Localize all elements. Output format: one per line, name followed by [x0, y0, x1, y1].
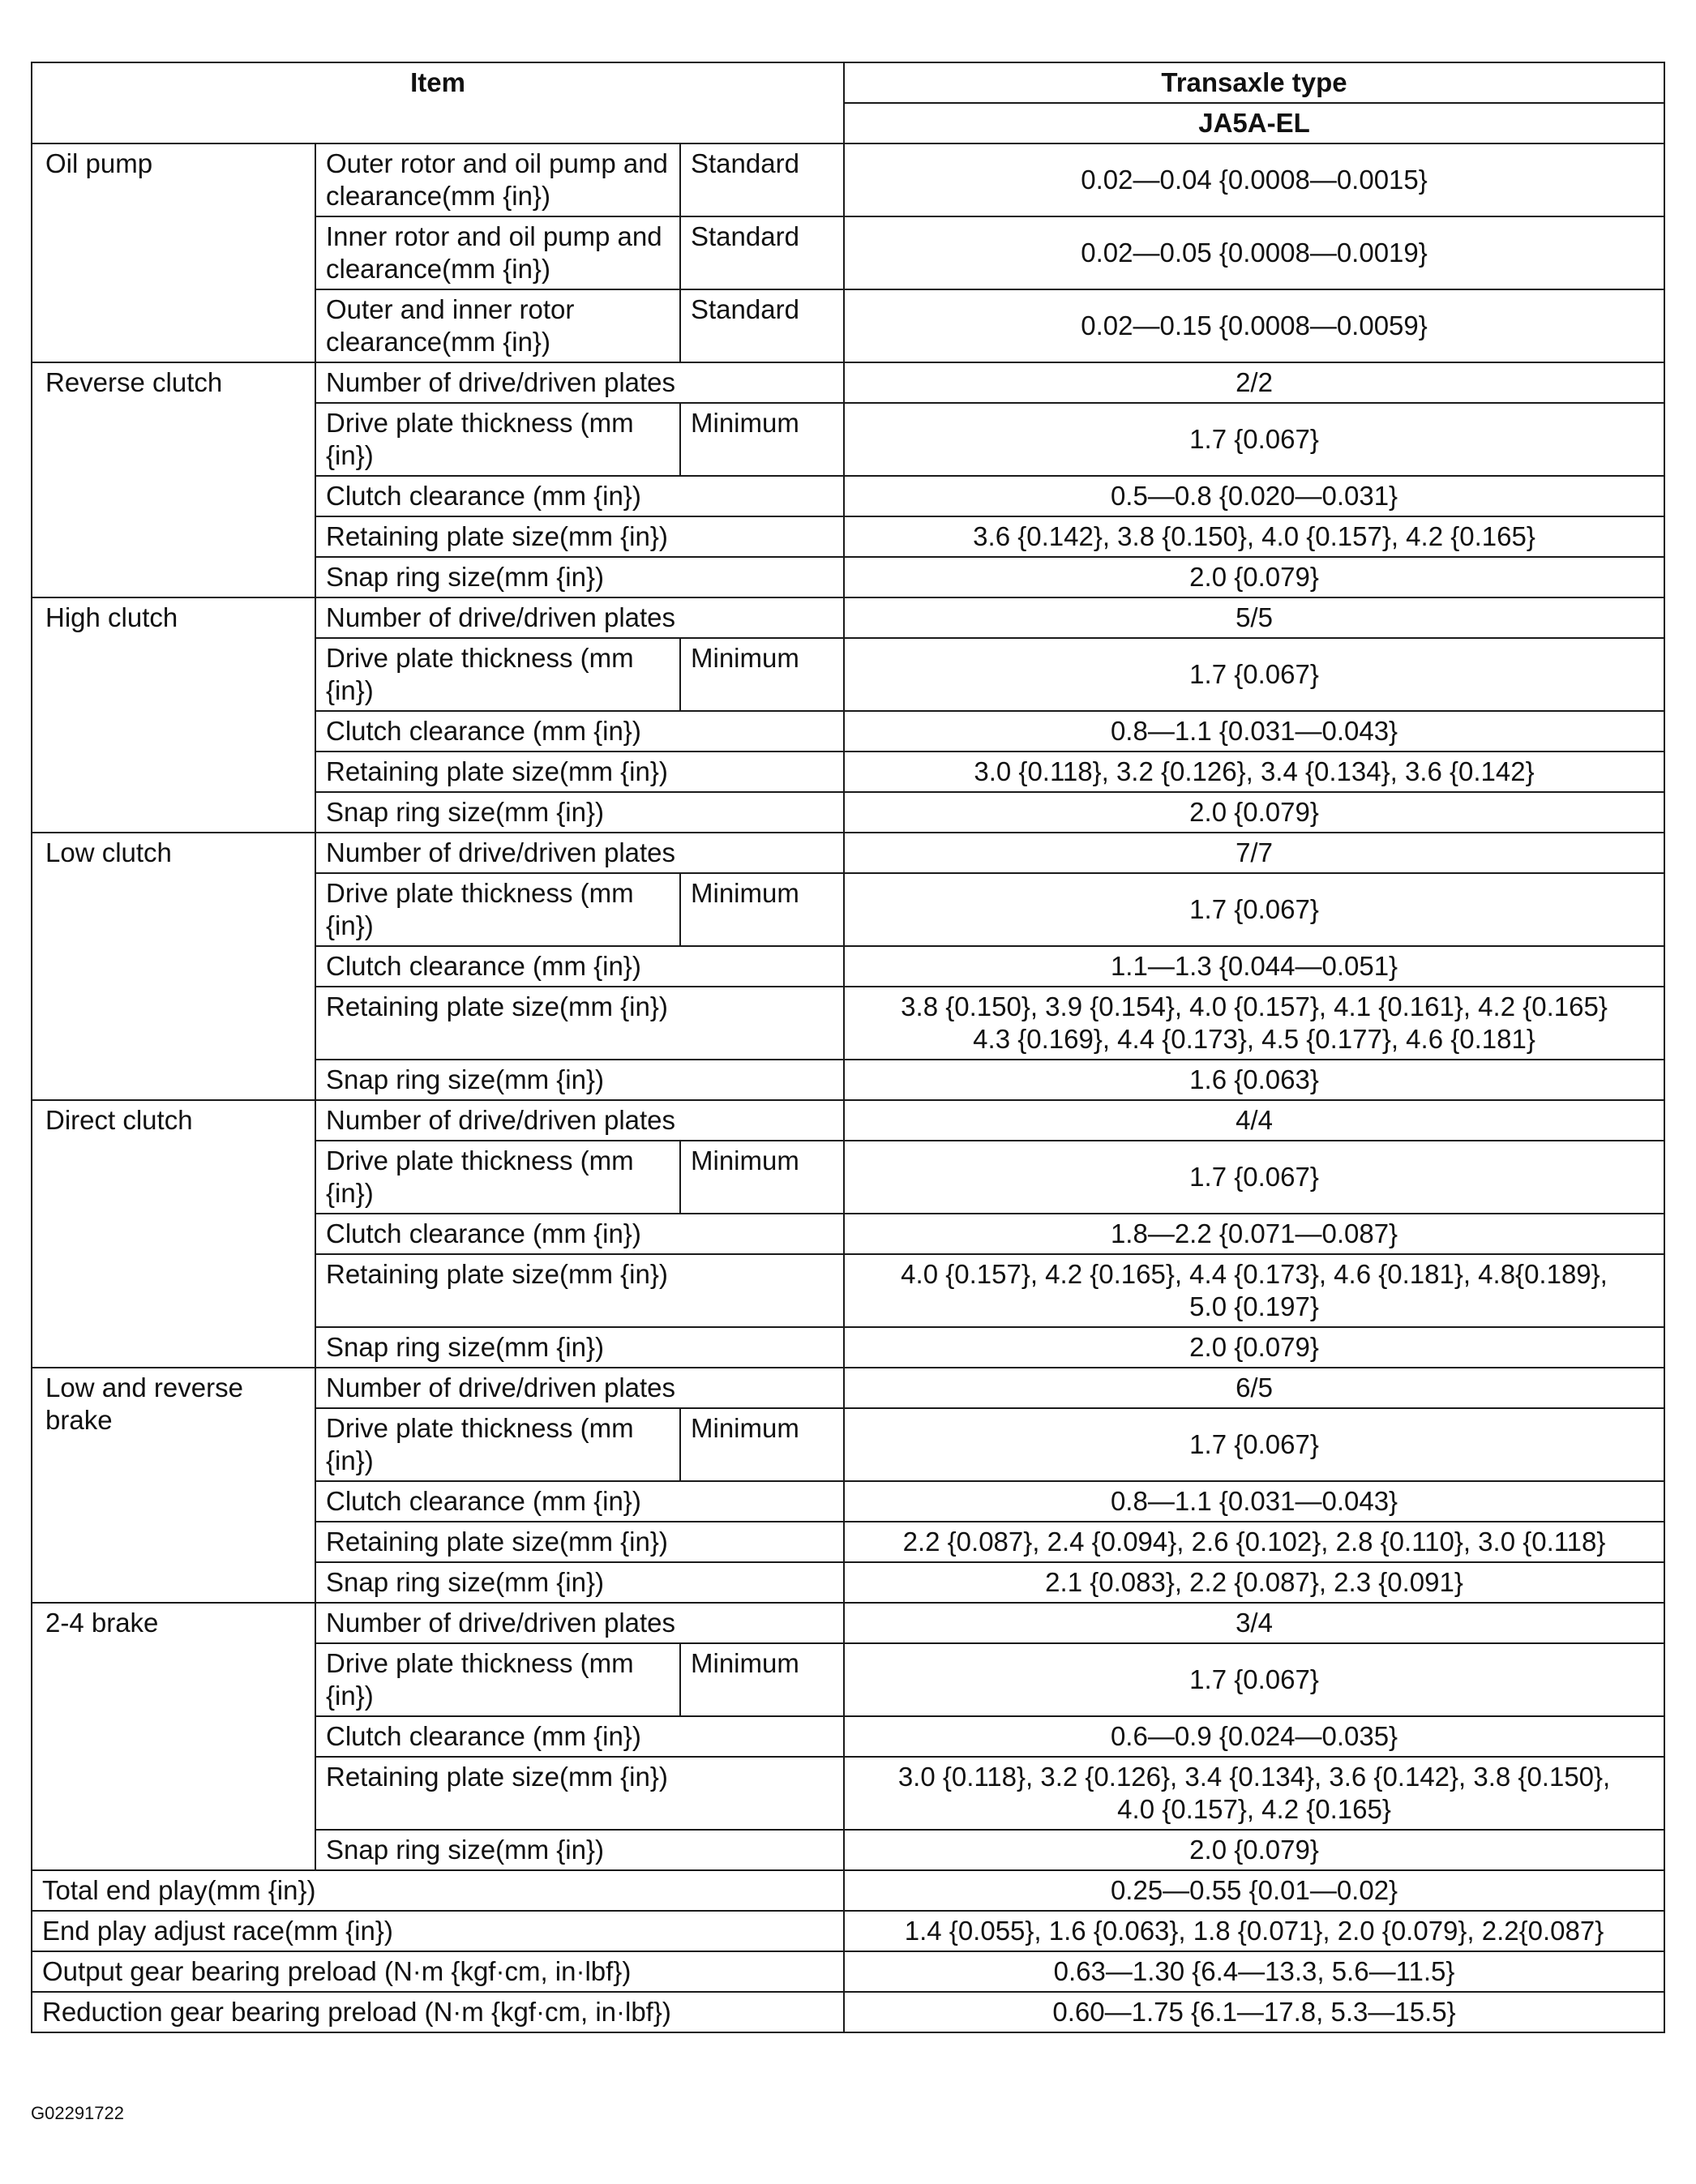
row-label: Drive plate thickness (mm {in}): [315, 873, 680, 946]
value-cell: 0.8—1.1 {0.031—0.043}: [844, 711, 1664, 752]
value-cell: 1.4 {0.055}, 1.6 {0.063}, 1.8 {0.071}, 2.0 {0.079}, 2.2{0.087}: [844, 1911, 1664, 1951]
table-row: [32, 362, 1664, 403]
row-label: Number of drive/driven plates: [315, 1100, 844, 1141]
spec-type: Minimum: [680, 873, 844, 946]
row-label: Drive plate thickness (mm {in}): [315, 638, 680, 711]
value-cell: 6/5: [844, 1368, 1664, 1408]
row-label: Number of drive/driven plates: [315, 362, 844, 403]
spec-type: Standard: [680, 143, 844, 216]
value-cell: 3.8 {0.150}, 3.9 {0.154}, 4.0 {0.157}, 4.1 {0.161}, 4.2 {0.165} 4.3 {0.169}, 4.4 {0.173}, 4.5 {0.177}, 4.6 {0.181}: [844, 987, 1664, 1060]
row-label: Snap ring size(mm {in}): [315, 557, 844, 597]
figure-code: G02291722: [31, 2103, 124, 2123]
value-cell: 1.6 {0.063}: [844, 1060, 1664, 1100]
value-cell: 3.6 {0.142}, 3.8 {0.150}, 4.0 {0.157}, 4.2 {0.165}: [844, 516, 1664, 557]
group-name: Low clutch: [32, 833, 315, 1100]
value-cell: 2.0 {0.079}: [844, 557, 1664, 597]
row-label: Clutch clearance (mm {in}): [315, 1481, 844, 1522]
row-label: Retaining plate size(mm {in}): [315, 1757, 844, 1830]
row-label: Snap ring size(mm {in}): [315, 1830, 844, 1870]
row-label: Reduction gear bearing preload (N·m {kgf·cm, in·lbf}): [32, 1992, 844, 2032]
row-label: Clutch clearance (mm {in}): [315, 476, 844, 516]
value-cell: 3/4: [844, 1603, 1664, 1643]
row-label: Clutch clearance (mm {in}): [315, 946, 844, 987]
row-label: Retaining plate size(mm {in}): [315, 752, 844, 792]
row-label: Snap ring size(mm {in}): [315, 1327, 844, 1368]
row-label: Retaining plate size(mm {in}): [315, 1522, 844, 1562]
row-label: Drive plate thickness (mm {in}): [315, 1141, 680, 1214]
table-row: [32, 597, 1664, 638]
group-name: Direct clutch: [32, 1100, 315, 1368]
value-cell: 3.0 {0.118}, 3.2 {0.126}, 3.4 {0.134}, 3.6 {0.142}, 3.8 {0.150}, 4.0 {0.157}, 4.2 {0.165}: [844, 1757, 1664, 1830]
group-name: 2-4 brake: [32, 1603, 315, 1870]
group-name: Oil pump: [32, 143, 315, 362]
value-cell: 3.0 {0.118}, 3.2 {0.126}, 3.4 {0.134}, 3.6 {0.142}: [844, 752, 1664, 792]
value-cell: 7/7: [844, 833, 1664, 873]
value-cell: 4/4: [844, 1100, 1664, 1141]
row-label: End play adjust race(mm {in}): [32, 1911, 844, 1951]
value-cell: 0.02—0.04 {0.0008—0.0015}: [844, 143, 1664, 216]
value-cell: 1.7 {0.067}: [844, 638, 1664, 711]
row-label: Number of drive/driven plates: [315, 833, 844, 873]
row-label: Inner rotor and oil pump and clearance(mm {in}): [315, 216, 680, 289]
value-cell: 1.7 {0.067}: [844, 873, 1664, 946]
table-row: [32, 833, 1664, 873]
value-cell: 4.0 {0.157}, 4.2 {0.165}, 4.4 {0.173}, 4.6 {0.181}, 4.8{0.189}, 5.0 {0.197}: [844, 1254, 1664, 1327]
value-cell: 1.8—2.2 {0.071—0.087}: [844, 1214, 1664, 1254]
table-row: [32, 1100, 1664, 1141]
row-label: Number of drive/driven plates: [315, 1368, 844, 1408]
table-row: [32, 143, 1664, 216]
value-cell: 2.0 {0.079}: [844, 1830, 1664, 1870]
row-label: Clutch clearance (mm {in}): [315, 1214, 844, 1254]
row-label: Clutch clearance (mm {in}): [315, 711, 844, 752]
table-row: [32, 1368, 1664, 1408]
value-cell: 1.1—1.3 {0.044—0.051}: [844, 946, 1664, 987]
row-label: Drive plate thickness (mm {in}): [315, 403, 680, 476]
spec-type: Standard: [680, 289, 844, 362]
value-cell: 1.7 {0.067}: [844, 1141, 1664, 1214]
item-header: Item: [32, 62, 844, 143]
value-cell: 0.5—0.8 {0.020—0.031}: [844, 476, 1664, 516]
spec-type: Standard: [680, 216, 844, 289]
row-label: Total end play(mm {in}): [32, 1870, 844, 1911]
table-row: [32, 1911, 1664, 1951]
value-cell: 2.2 {0.087}, 2.4 {0.094}, 2.6 {0.102}, 2.8 {0.110}, 3.0 {0.118}: [844, 1522, 1664, 1562]
value-cell: 0.63—1.30 {6.4—13.3, 5.6—11.5}: [844, 1951, 1664, 1992]
row-label: Outer and inner rotor clearance(mm {in}): [315, 289, 680, 362]
row-label: Output gear bearing preload (N·m {kgf·cm, in·lbf}): [32, 1951, 844, 1992]
table-row: [32, 1992, 1664, 2032]
value-cell: 2/2: [844, 362, 1664, 403]
value-cell: 1.7 {0.067}: [844, 403, 1664, 476]
table-row: [32, 1870, 1664, 1911]
spec-table: [31, 62, 1665, 2033]
value-cell: 2.1 {0.083}, 2.2 {0.087}, 2.3 {0.091}: [844, 1562, 1664, 1603]
group-name: Low and reverse brake: [32, 1368, 315, 1603]
row-label: Retaining plate size(mm {in}): [315, 1254, 844, 1327]
spec-type: Minimum: [680, 638, 844, 711]
row-label: Snap ring size(mm {in}): [315, 792, 844, 833]
value-cell: 1.7 {0.067}: [844, 1408, 1664, 1481]
model-header: JA5A-EL: [844, 103, 1664, 143]
table-row: [32, 1603, 1664, 1643]
row-label: Retaining plate size(mm {in}): [315, 987, 844, 1060]
row-label: Number of drive/driven plates: [315, 597, 844, 638]
spec-type: Minimum: [680, 1643, 844, 1716]
spec-type: Minimum: [680, 1408, 844, 1481]
group-name: Reverse clutch: [32, 362, 315, 597]
spec-type: Minimum: [680, 1141, 844, 1214]
header-row: [32, 62, 1664, 103]
value-cell: 0.02—0.05 {0.0008—0.0019}: [844, 216, 1664, 289]
row-label: Snap ring size(mm {in}): [315, 1562, 844, 1603]
value-cell: 1.7 {0.067}: [844, 1643, 1664, 1716]
row-label: Retaining plate size(mm {in}): [315, 516, 844, 557]
group-name: High clutch: [32, 597, 315, 833]
value-cell: 5/5: [844, 597, 1664, 638]
transaxle-type-header: Transaxle type: [844, 62, 1664, 103]
row-label: Snap ring size(mm {in}): [315, 1060, 844, 1100]
row-label: Clutch clearance (mm {in}): [315, 1716, 844, 1757]
value-cell: 2.0 {0.079}: [844, 1327, 1664, 1368]
row-label: Outer rotor and oil pump and clearance(mm {in}): [315, 143, 680, 216]
value-cell: 0.25—0.55 {0.01—0.02}: [844, 1870, 1664, 1911]
value-cell: 0.6—0.9 {0.024—0.035}: [844, 1716, 1664, 1757]
row-label: Number of drive/driven plates: [315, 1603, 844, 1643]
row-label: Drive plate thickness (mm {in}): [315, 1643, 680, 1716]
spec-table-body: [32, 62, 1664, 2032]
value-cell: 0.8—1.1 {0.031—0.043}: [844, 1481, 1664, 1522]
spec-type: Minimum: [680, 403, 844, 476]
value-cell: 0.02—0.15 {0.0008—0.0059}: [844, 289, 1664, 362]
table-row: [32, 1951, 1664, 1992]
value-cell: 0.60—1.75 {6.1—17.8, 5.3—15.5}: [844, 1992, 1664, 2032]
value-cell: 2.0 {0.079}: [844, 792, 1664, 833]
row-label: Drive plate thickness (mm {in}): [315, 1408, 680, 1481]
